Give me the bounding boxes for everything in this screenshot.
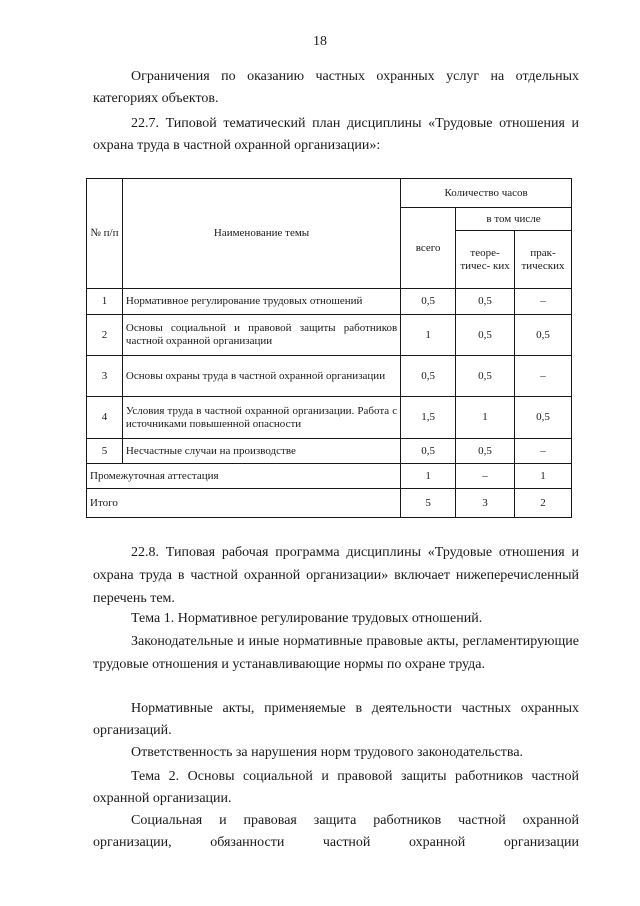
row-practice: 0,5 xyxy=(514,315,571,356)
row-num: 1 xyxy=(87,289,123,315)
row-total: 0,5 xyxy=(401,289,456,315)
section-22-8: 22.8. Типовая рабочая программа дисциплины «Трудовые отношения и охрана труда в частной охранной организации» включает нижеперечисленный перечень тем. xyxy=(93,545,579,606)
row-practice: – xyxy=(514,289,571,315)
row-theory: 0,5 xyxy=(456,356,515,397)
attestation-row xyxy=(87,464,572,489)
header-practical: прак- тических xyxy=(514,231,571,289)
total-label: Итого xyxy=(87,489,401,518)
row-practice: 0,5 xyxy=(514,397,571,439)
attestation-label: Промежуточная аттестация xyxy=(87,464,401,489)
row-topic: Основы социальной и правовой защиты работников частной охранной организации xyxy=(122,315,400,356)
table-row xyxy=(87,397,572,439)
table-row xyxy=(87,439,572,464)
total-total: 5 xyxy=(401,489,456,518)
row-total: 1,5 xyxy=(401,397,456,439)
topic-1-paragraph-3: Ответственность за нарушения норм трудового законодательства. xyxy=(131,745,524,760)
header-num: № п/п xyxy=(87,179,123,289)
table-row xyxy=(87,356,572,397)
row-topic: Несчастные случаи на производстве xyxy=(122,439,400,464)
attestation-total: 1 xyxy=(401,464,456,489)
table-row xyxy=(87,315,572,356)
header-topic: Наименование темы xyxy=(122,179,400,289)
row-theory: 0,5 xyxy=(456,289,515,315)
attestation-theory: – xyxy=(456,464,515,489)
header-hours: Количество часов xyxy=(401,179,572,208)
row-total: 0,5 xyxy=(401,439,456,464)
total-row xyxy=(87,489,572,518)
section-22-7: 22.7. Типовой тематический план дисциплины «Трудовые отношения и охрана труда в частной охранной организации»: xyxy=(93,116,579,153)
row-total: 1 xyxy=(401,315,456,356)
row-num: 2 xyxy=(87,315,123,356)
header-total: всего xyxy=(401,208,456,289)
topic-2-title: Тема 2. Основы социальной и правовой защиты работников частной охранной организации. xyxy=(93,769,579,806)
row-practice: – xyxy=(514,356,571,397)
row-topic: Основы охраны труда в частной охранной организации xyxy=(122,356,400,397)
total-theory: 3 xyxy=(456,489,515,518)
total-practice: 2 xyxy=(514,489,571,518)
header-including: в том числе xyxy=(456,208,572,231)
intro-paragraph: Ограничения по оказанию частных охранных услуг на отдельных категориях объектов. xyxy=(93,69,579,106)
topic-1-paragraph-2: Нормативные акты, применяемые в деятельности частных охранных организаций. xyxy=(93,701,579,738)
topic-1-paragraph-1: Законодательные и иные нормативные правовые акты, регламентирующие трудовые отношения и устанавливающие нормы по охране труда. xyxy=(93,634,579,672)
row-topic: Условия труда в частной охранной организации. Работа с источниками повышенной опасности xyxy=(122,397,400,439)
topic-2-paragraph-1: Социальная и правовая защита работников частной охранной организации, обязанности частной охранной организации xyxy=(93,813,579,850)
attestation-practice: 1 xyxy=(514,464,571,489)
topic-1-title: Тема 1. Нормативное регулирование трудовых отношений. xyxy=(131,611,483,626)
header-theoretical: теоре- тичес- ких xyxy=(456,231,515,289)
row-theory: 0,5 xyxy=(456,315,515,356)
row-topic: Нормативное регулирование трудовых отношений xyxy=(122,289,400,315)
row-theory: 1 xyxy=(456,397,515,439)
row-num: 5 xyxy=(87,439,123,464)
thematic-plan-table xyxy=(86,178,572,518)
page-number: 18 xyxy=(313,34,327,49)
row-num: 3 xyxy=(87,356,123,397)
row-total: 0,5 xyxy=(401,356,456,397)
row-num: 4 xyxy=(87,397,123,439)
row-theory: 0,5 xyxy=(456,439,515,464)
table-row xyxy=(87,289,572,315)
row-practice: – xyxy=(514,439,571,464)
